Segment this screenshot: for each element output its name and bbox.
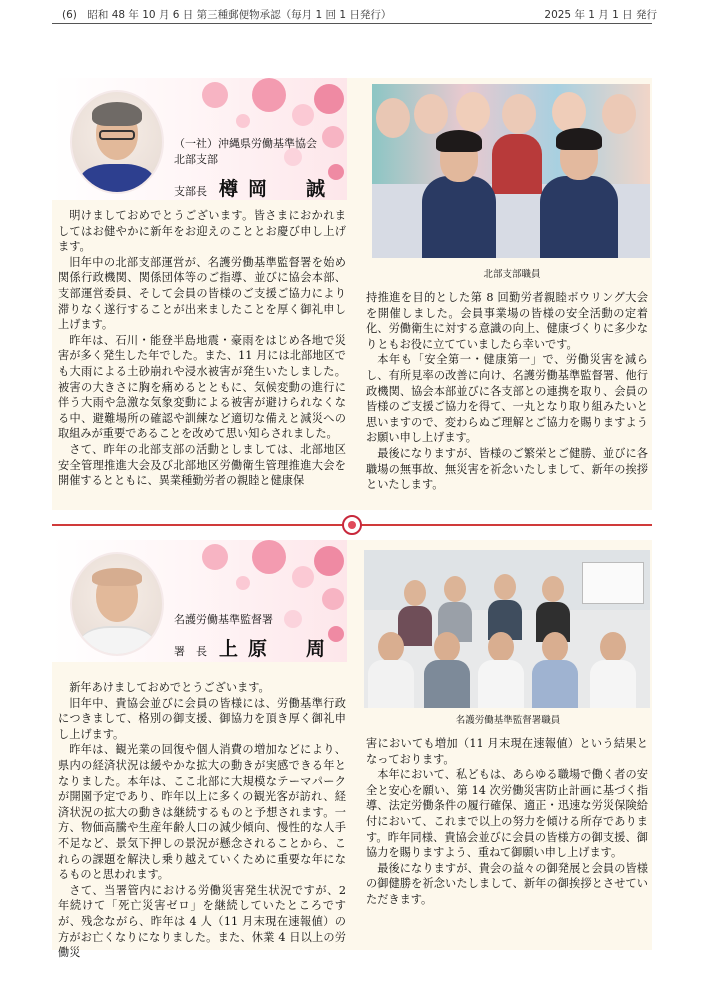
inspection-chief-portrait xyxy=(70,552,164,656)
section-inspection-chief xyxy=(52,540,652,960)
branch-chief-message-left xyxy=(58,208,346,489)
divider-emblem-icon xyxy=(342,515,362,535)
paragraph: 本年も「安全第一・健康第一」で、労働災害を減らし、有所見率の改善に向け、名護労働基準監督署、他行政機関、協会本部並びに各支部との連携を取り、会員の皆様のご支援ご協力を得て、一丸となり取り組みたいと思いますので、変わらぬご理解とご協力を賜りますようお願い申し上げます。 xyxy=(366,353,648,445)
inspection-chief-message-left xyxy=(58,680,346,961)
header-left: (6) 昭和 48 年 10 月 6 日 第三種郵便物承認（毎月 1 回 1 日発行） xyxy=(62,9,392,21)
chief-title: 支部長 xyxy=(174,185,207,198)
org-name: （一社）沖縄県労働基準協会 xyxy=(174,137,317,150)
paragraph: 旧年中、貴協会並びに会員の皆様には、労働基準行政につきまして、格別の御支援、御協力を頂き厚く御礼申し上げます。 xyxy=(58,696,346,741)
paragraph: 最後になりますが、皆様のご繁栄とご健勝、並びに各職場の無事故、無災害を祈念いたしまして、新年の挨拶といたします。 xyxy=(366,446,648,492)
chief-name: 樽岡 誠 xyxy=(219,178,336,200)
paragraph: さて、昨年の北部支部の活動としましては、北部地区安全管理推進大会及び北部地区労働衛生管理推進大会を開催するとともに、異業種勤労者の親睦と健康保 xyxy=(58,442,346,488)
paragraph: 持推進を目的とした第 8 回勤労者親睦ボウリング大会を開催しました。会員事業場の皆様の安全活動の定着化、労働衛生に対する意識の向上、健康づくりに多少なりともお役に立てていましたら幸いです。 xyxy=(366,291,648,351)
branch-chief-portrait xyxy=(70,90,164,194)
branch-photo-caption: 北部支部職員 xyxy=(483,269,541,280)
inspection-chief-message-right xyxy=(366,736,648,908)
branch-name: 北部支部 xyxy=(174,153,218,166)
office-staff-photo xyxy=(364,550,650,708)
paragraph: 昨年は、石川・能登半島地震・豪雨をはじめ各地で災害が多く発生した年でした。また、11 月には北部地区でも大雨による土砂崩れや浸水被害が発生いたしました。被害の大きさに胸を痛めるとともに、気候変動の進行に伴う大雨や急激な気象変動による被害が避けられなくなる中、避難場所の確認や訓練など適切な備えと減災への取組みが重要であることを改めて思い知らされました。 xyxy=(58,333,346,441)
chief-name: 上原 周 xyxy=(219,638,336,660)
branch-staff-photo xyxy=(372,84,650,258)
office-name: 名護労働基準監督署 xyxy=(174,613,273,626)
chief-title: 署 長 xyxy=(174,645,207,658)
header-rule xyxy=(52,23,652,24)
branch-chief-nameblock xyxy=(174,136,335,201)
inspection-chief-nameblock xyxy=(174,612,335,661)
paragraph: さて、当署管内における労働災害発生状況ですが、2 年続けて「死亡災害ゼロ」を継続していたところですが、残念ながら、昨年は 4 人（11 月末現在速報値）の方がお亡くなりになりました。また、休業 4 日以上の労働災 xyxy=(58,883,346,960)
paragraph: 最後になりますが、貴会の益々の御発展と会員の皆様の御健勝を祈念いたしまして、新年の御挨拶とさせていただきます。 xyxy=(366,861,648,906)
paragraph: 本年において、私どもは、あらゆる職場で働く者の安全と安心を願い、第 14 次労働災害防止計画に基づく指導、法定労働条件の履行確保、適正・迅速な労災保険給付において、これまで以上の努力を傾ける所存であります。昨年同様、貴協会並びに会員の皆様方の御支援、御協力を賜りますよう、重ねて御願い申し上げます。 xyxy=(366,768,648,860)
paragraph: 旧年中の北部支部運営が、名護労働基準監督署を始め関係行政機関、関係団体等のご指導、並びに協会本部、支部運営委員、そして会員の皆様のご支援ご協力により滞りなく遂行することが出来ましたことを厚く御礼申し上げます。 xyxy=(58,255,346,332)
paragraph: 新年あけましておめでとうございます。 xyxy=(69,681,270,694)
section-branch-chief xyxy=(52,78,652,510)
branch-chief-message-right xyxy=(366,290,648,493)
header-right: 2025 年 1 月 1 日 発行 xyxy=(544,9,657,21)
paragraph: 害においても増加（11 月末現在速報値）という結果となっております。 xyxy=(366,737,648,766)
paragraph: 明けましておめでとうございます。皆さまにおかれましてはお健やかに新年をお迎えのこととお慶び申し上げます。 xyxy=(58,209,346,254)
paragraph: 昨年は、観光業の回復や個人消費の増加などにより、県内の経済状況は緩やかな拡大の動きが実感できる年となりました。本年は、ここ北部に大規模なテーマパークが開園予定であり、昨年以上に多くの観光客が訪れ、経済状況の拡大の動きは継続するものと予想されます。一方、物価高騰や生産年齢人口の減少傾向、慢性的な人手不足など、景気下押しの景況が懸念されることから、これらの課題を解決し乗り越えていくために重要な年になるものと思われます。 xyxy=(58,743,346,882)
office-photo-caption: 名護労働基準監督署職員 xyxy=(455,715,561,726)
